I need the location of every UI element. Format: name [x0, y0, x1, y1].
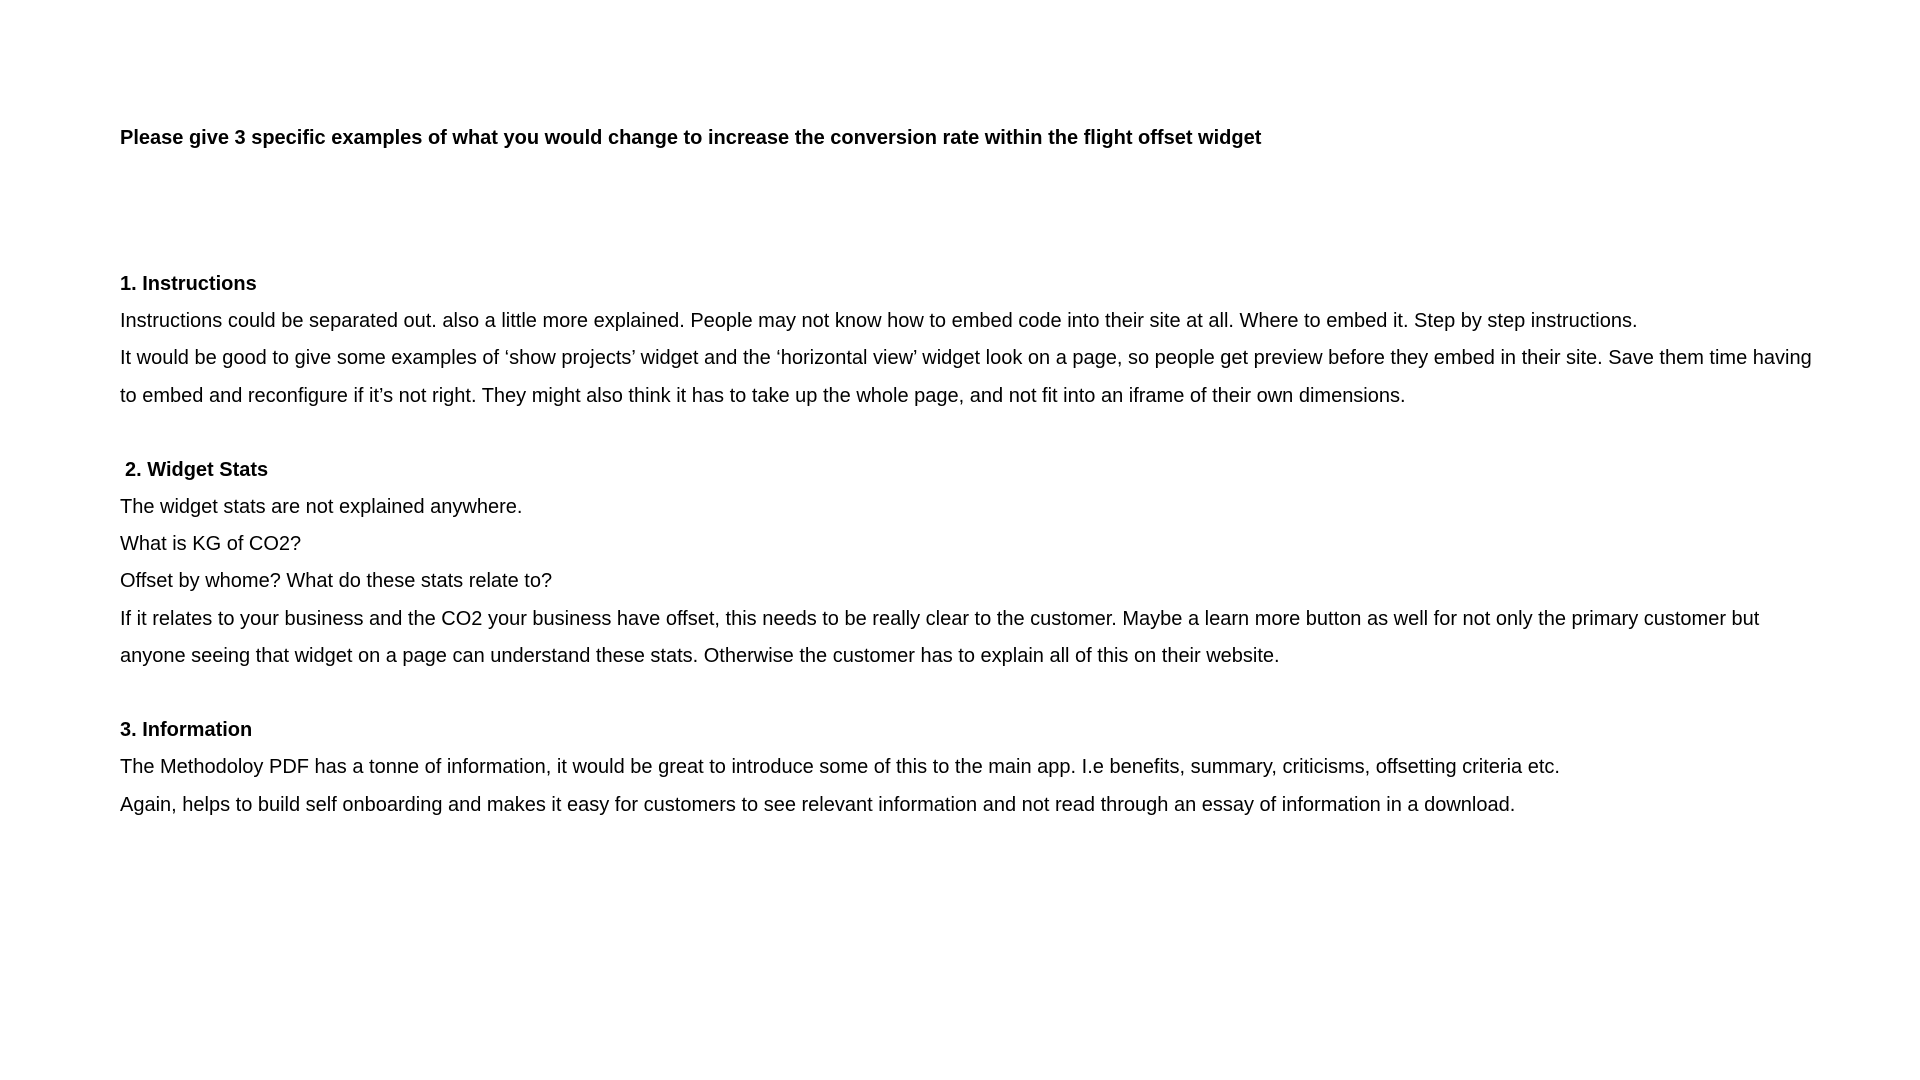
section-heading: 1. Instructions — [120, 273, 257, 295]
paragraph: Again, helps to build self onboarding and makes it easy for customers to see relevant information and not read through an essay of information in a download. — [120, 793, 1516, 816]
section-heading: 2. Widget Stats — [125, 458, 269, 481]
paragraph: What is KG of CO2? — [120, 533, 302, 556]
section-information — [120, 712, 1840, 824]
paragraph: The widget stats are not explained anywhere. — [120, 495, 523, 518]
section-heading: 3. Information — [120, 719, 253, 742]
spacer — [120, 675, 1840, 712]
paragraph: Offset by whome? What do these stats relate to? — [120, 570, 553, 593]
spacer — [120, 152, 1840, 266]
paragraph: If it relates to your business and the CO2 your business have offset, this needs to be really clear to the customer. Maybe a learn more button as well for not only the primary customer but anyone seeing that widget on a page can understand these stats. Otherwise the customer has to explain all of this on their website. — [120, 607, 1760, 668]
section-instructions — [120, 266, 1840, 415]
paragraph: The Methodoloy PDF has a tonne of information, it would be great to introduce some of this to the main app. I.e benefits, summary, criticisms, offsetting criteria etc. — [120, 756, 1560, 779]
section-widget-stats — [120, 452, 1840, 675]
document-body — [120, 124, 1840, 824]
question-heading: Please give 3 specific examples of what you would change to increase the conversion rate within the flight offset widget — [120, 127, 1262, 149]
paragraph: It would be good to give some examples of ‘show projects’ widget and the ‘horizontal view’ widget look on a page, so people get preview before they embed in their site. Save them time having to embed and reconfigure if it’s not right. They might also think it has to take up the whole page, and not fit into an iframe of their own dimensions. — [120, 347, 1812, 407]
paragraph: Instructions could be separated out. also a little more explained. People may not know how to embed code into their site at all. Where to embed it. Step by step instructions. — [120, 310, 1638, 332]
spacer — [120, 415, 1840, 452]
